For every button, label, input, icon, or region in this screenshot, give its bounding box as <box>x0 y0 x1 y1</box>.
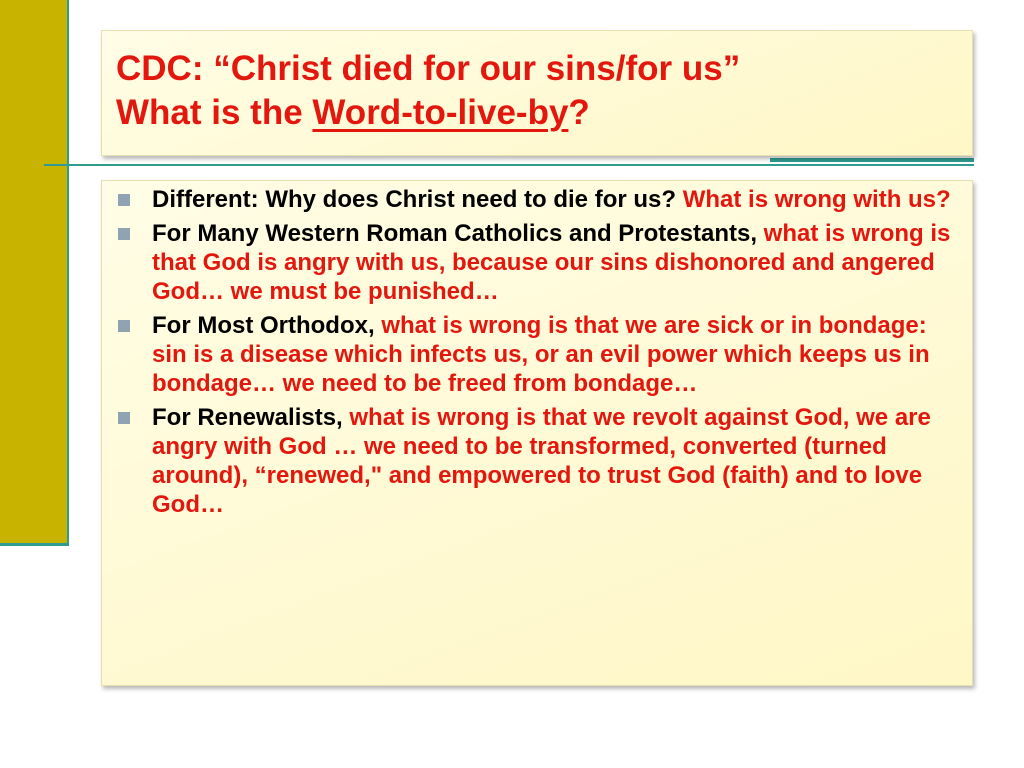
bullet-lead-text: For Most Orthodox, <box>152 312 382 339</box>
bullet-lead-text: For Many Western Roman Catholics and Protestants, <box>152 220 764 247</box>
content-box <box>101 180 973 686</box>
square-bullet-icon <box>118 320 130 332</box>
slide-title-line-2-prefix: What is the <box>116 93 313 132</box>
word-to-live-by-link[interactable]: Word-to-live-by <box>312 93 569 132</box>
decorative-side-bar-edge <box>67 0 69 546</box>
square-bullet-icon <box>118 412 130 424</box>
bullet-highlight-text: what is wrong is that we are sick or in bondage: sin is a disease which infects us, or an evil power which keeps us in bondage… we need to be freed from bondage… <box>152 312 930 397</box>
decorative-side-bar-line <box>0 543 69 546</box>
bullet-lead-text: Different: Why does Christ need to die for us? <box>152 186 683 213</box>
bullet-list <box>116 185 956 519</box>
decorative-side-bar <box>0 0 67 546</box>
bullet-item-western <box>116 219 956 306</box>
slide-title-line-1: CDC: “Christ died for our sins/for us” <box>116 49 741 88</box>
bullet-lead-text: For Renewalists, <box>152 404 350 431</box>
slide-title-line-2-suffix: ? <box>568 93 590 132</box>
bullet-item-orthodox <box>116 311 956 398</box>
bullet-highlight-text: What is wrong with us? <box>682 186 951 213</box>
square-bullet-icon <box>118 228 130 240</box>
bullet-highlight-text: what is wrong is that we revolt against God, we are angry with God … we need to be transformed, converted (turned around), “renewed," and empowered to trust God (faith) and to love God… <box>152 404 931 518</box>
decorative-title-rule-accent <box>770 158 974 162</box>
bullet-item-different <box>116 185 956 214</box>
square-bullet-icon <box>118 194 130 206</box>
slide-title <box>116 47 958 135</box>
title-box <box>101 30 973 156</box>
bullet-item-renewalists <box>116 403 956 519</box>
decorative-title-rule <box>44 164 974 166</box>
bullet-highlight-text: what is wrong is that God is angry with us, because our sins dishonored and angered God… we must be punished… <box>152 220 951 305</box>
